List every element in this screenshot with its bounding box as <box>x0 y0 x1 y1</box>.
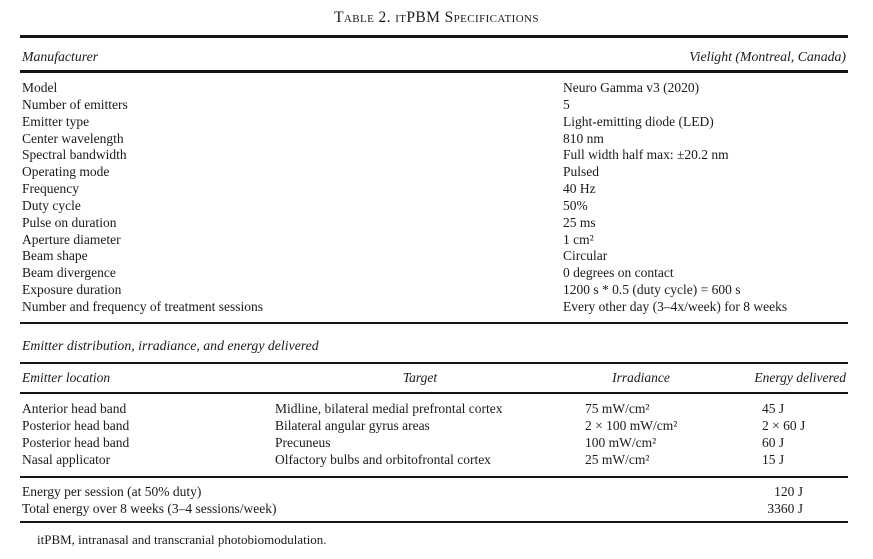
spec-row <box>22 131 848 148</box>
emitter-section-title: Emitter distribution, irradiance, and energy delivered <box>22 337 319 353</box>
column-header-target: Target <box>402 369 438 385</box>
table-row <box>22 417 848 434</box>
target-cell: Midline, bilateral medial prefrontal cortex <box>275 400 503 416</box>
table-title: Table 2. itPBM Specifications <box>334 9 539 26</box>
table-row <box>22 434 848 451</box>
irradiance-cell: 100 mW/cm² <box>585 435 657 451</box>
spec-row <box>22 147 848 164</box>
spec-row <box>22 232 848 249</box>
energy-cell: 45 J <box>762 400 785 416</box>
spec-row <box>22 248 848 265</box>
spec-value: Pulsed <box>563 164 600 180</box>
spec-row <box>22 114 848 131</box>
manufacturer-row <box>22 38 846 70</box>
irradiance-cell: 75 mW/cm² <box>585 400 650 416</box>
irradiance-cell: 25 mW/cm² <box>585 452 650 468</box>
spec-label: Frequency <box>22 181 79 197</box>
summary-value: 120 J <box>774 483 803 499</box>
manufacturer-value: Vielight (Montreal, Canada) <box>689 49 846 64</box>
spec-row <box>22 299 848 316</box>
spec-value: 25 ms <box>563 214 596 230</box>
spec-label: Beam divergence <box>22 265 116 281</box>
spec-label: Number of emitters <box>22 96 128 112</box>
spec-value: 50% <box>563 197 588 213</box>
spec-value: 1200 s * 0.5 (duty cycle) = 600 s <box>563 282 741 298</box>
spec-row <box>22 215 848 232</box>
spec-value: Light-emitting diode (LED) <box>563 113 714 129</box>
table-row <box>22 451 848 468</box>
bottom-rule <box>20 521 848 523</box>
table-row <box>22 400 848 417</box>
irradiance-cell: 2 × 100 mW/cm² <box>585 418 678 434</box>
summary-label: Energy per session (at 50% duty) <box>22 483 202 499</box>
spec-row <box>22 97 848 114</box>
energy-cell: 2 × 60 J <box>762 418 806 434</box>
manufacturer-label: Manufacturer <box>22 49 99 64</box>
emitter-location-cell: Posterior head band <box>22 418 130 434</box>
energy-cell: 60 J <box>762 435 785 451</box>
spec-row <box>22 80 848 97</box>
spec-value: Every other day (3–4x/week) for 8 weeks <box>563 298 788 314</box>
summary-row <box>0 500 873 517</box>
spec-value: Full width half max: ±20.2 nm <box>563 147 729 163</box>
spec-value: 0 degrees on contact <box>563 265 674 281</box>
target-cell: Precuneus <box>275 435 331 451</box>
energy-cell: 15 J <box>762 452 785 468</box>
spec-value: 810 nm <box>563 130 604 146</box>
spec-row <box>22 282 848 299</box>
summary-row <box>0 483 873 500</box>
target-cell: Olfactory bulbs and orbitofrontal cortex <box>275 452 491 468</box>
spec-value: Circular <box>563 248 608 264</box>
spec-label: Beam shape <box>22 248 88 264</box>
summary-value: 3360 J <box>767 500 803 516</box>
spec-label: Model <box>22 80 58 95</box>
emitter-location-cell: Anterior head band <box>22 400 127 416</box>
spec-value: 1 cm² <box>563 231 594 247</box>
spec-label: Duty cycle <box>22 197 81 213</box>
spec-label: Number and frequency of treatment sessions <box>22 298 264 314</box>
spec-label: Center wavelength <box>22 130 124 146</box>
spec-label: Exposure duration <box>22 282 122 298</box>
target-cell: Bilateral angular gyrus areas <box>275 418 430 434</box>
column-header-energy-delivered: Energy delivered <box>754 369 846 385</box>
column-header-emitter-location: Emitter location <box>22 369 111 385</box>
column-header-irradiance: Irradiance <box>612 369 670 385</box>
spec-value: 40 Hz <box>563 181 596 197</box>
spec-label: Aperture diameter <box>22 231 121 247</box>
spec-label: Emitter type <box>22 113 90 129</box>
emitter-column-headers <box>0 364 873 392</box>
table-footnote: itPBM, intranasal and transcranial photobiomodulation. <box>37 531 327 547</box>
spec-label: Spectral bandwidth <box>22 147 127 163</box>
spec-value: Neuro Gamma v3 (2020) <box>563 80 700 95</box>
spec-label: Operating mode <box>22 164 110 180</box>
spec-row <box>22 198 848 215</box>
emitter-location-cell: Posterior head band <box>22 435 130 451</box>
emitter-table <box>22 394 848 476</box>
spec-label: Pulse on duration <box>22 214 117 230</box>
emitter-location-cell: Nasal applicator <box>22 452 111 468</box>
spec-row <box>22 265 848 282</box>
spec-row <box>22 164 848 181</box>
energy-summary <box>0 478 873 521</box>
spec-value: 5 <box>563 96 570 112</box>
spec-table <box>22 73 848 322</box>
summary-label: Total energy over 8 weeks (3–4 sessions/week) <box>22 500 277 516</box>
spec-row <box>22 181 848 198</box>
